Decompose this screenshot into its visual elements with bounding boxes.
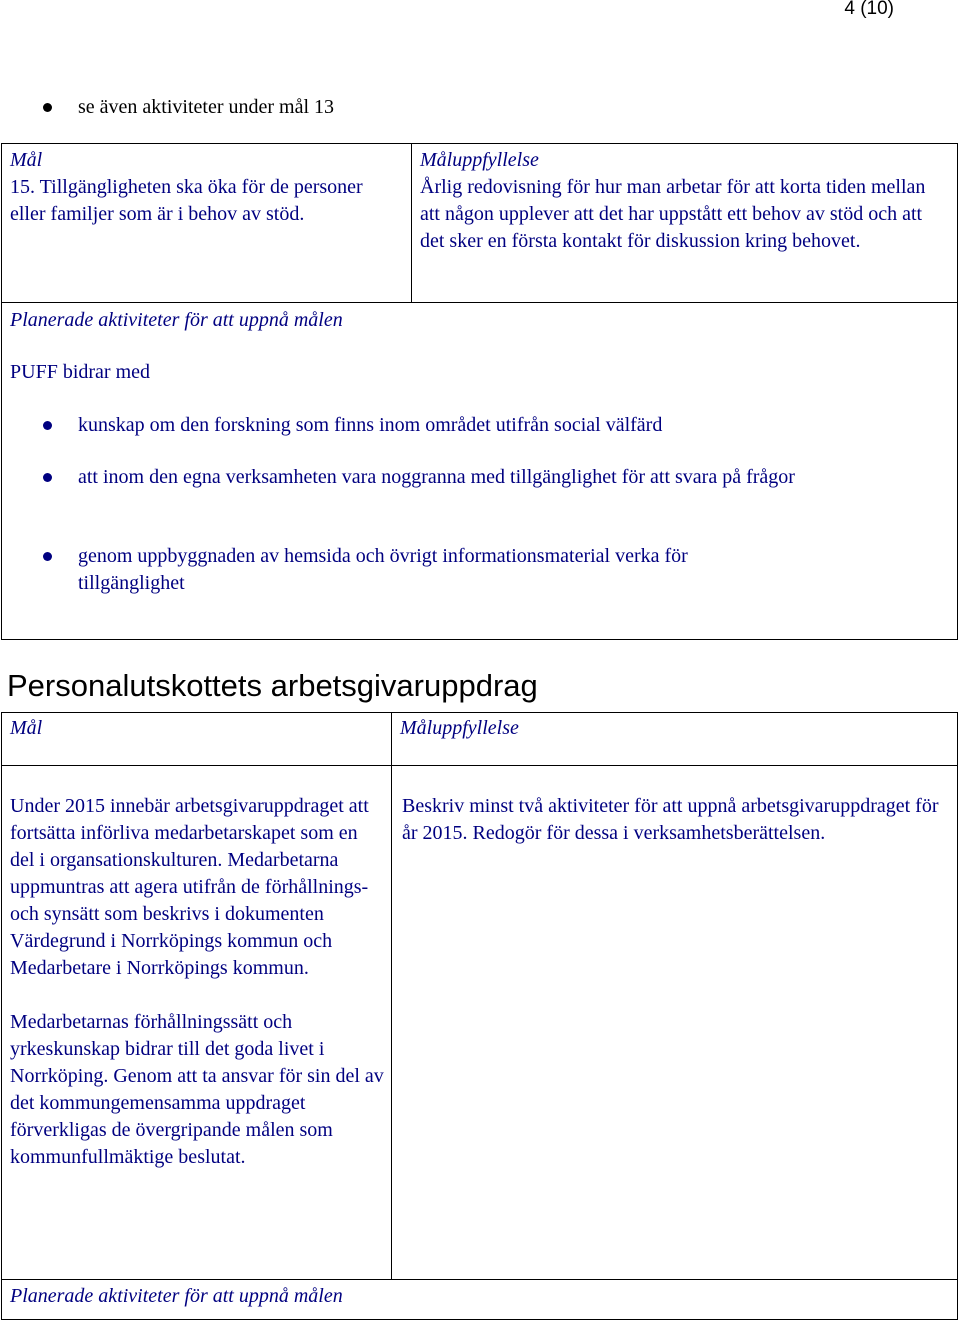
fulfilment-cell <box>392 766 958 1280</box>
goal-text-2: Medarbetarnas förhållningssätt och yrkeskunskap bidrar till det goda livet i Norrköping. Genom att ta ansvar för sin del av det kommungemensamma uppdraget förverkligas de övergripande målen som kommunfullmäktige beslutat. <box>10 1011 384 1168</box>
list-item-text: att inom den egna verksamheten vara noggranna med tillgänglighet för att svara på frågor <box>78 466 795 488</box>
bullet-icon <box>43 552 52 561</box>
goal-cell <box>2 144 412 303</box>
fulfilment-text: Årlig redovisning för hur man arbetar för att korta tiden mellan att någon upplever att det har uppstått ett behov av stöd och att det sker en första kontakt för diskussion kring behovet. <box>420 176 926 252</box>
bullet-icon <box>43 473 52 482</box>
activities-cell <box>2 303 958 640</box>
goal-table-1 <box>1 143 958 640</box>
fulfilment-header-cell <box>392 713 958 766</box>
activities-heading: Planerade aktiviteter för att uppnå målen <box>10 1285 343 1307</box>
goal-text: 15. Tillgängligheten ska öka för de personer eller familjer som är i behov av stöd. <box>10 176 363 225</box>
list-item-text: kunskap om den forskning som finns inom området utifrån social välfärd <box>78 414 663 436</box>
bullet-icon <box>43 103 52 112</box>
list-item-text: se även aktiviteter under mål 13 <box>78 96 335 118</box>
list-item-text: genom uppbyggnaden av hemsida och övrigt informationsmaterial verka för tillgänglighet <box>78 545 688 594</box>
goal-text: Under 2015 innebär arbetsgivaruppdraget att fortsätta införliva medarbetarskapet som en del i organsationskulturen. Medarbetarna uppmuntras att agera utifrån de förhållnings- och synsätt som beskrivs i dokumenten Värdegrund i Norrköpings kommun och Medarbetare i Norrköpings kommun. <box>10 795 369 979</box>
goal-table-2 <box>1 712 958 1320</box>
fulfilment-heading: Måluppfyllelse <box>400 717 519 739</box>
goal-cell <box>2 766 392 1280</box>
fulfilment-heading: Måluppfyllelse <box>420 149 539 171</box>
bullet-icon <box>43 421 52 430</box>
activities-heading: Planerade aktiviteter för att uppnå målen <box>10 309 343 331</box>
fulfilment-text: Beskriv minst två aktiviteter för att uppnå arbetsgivaruppdraget för år 2015. Redogör för dessa i verksamhetsberättelsen. <box>402 795 939 844</box>
goal-header-cell <box>2 713 392 766</box>
goal-heading: Mål <box>10 149 43 171</box>
page-number: 4 (10) <box>844 0 894 19</box>
puff-heading: PUFF bidrar med <box>10 361 150 383</box>
activities-cell <box>2 1280 958 1320</box>
goal-heading: Mål <box>10 717 43 739</box>
fulfilment-cell <box>412 144 958 303</box>
section-title: Personalutskottets arbetsgivaruppdrag <box>7 668 538 703</box>
